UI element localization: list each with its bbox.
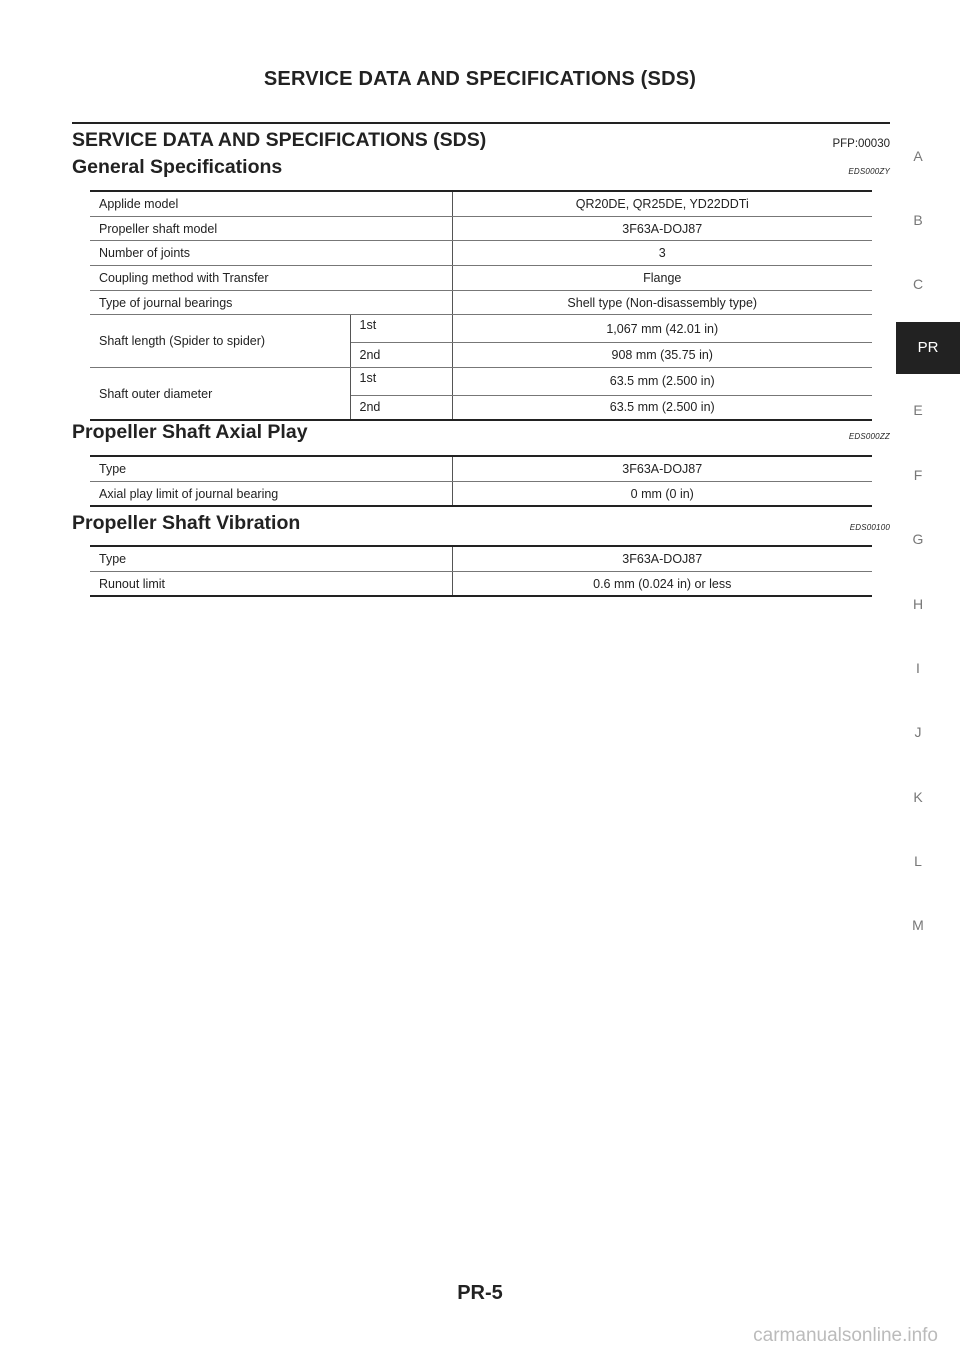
index-tab-f[interactable]: F: [913, 467, 923, 483]
index-tab-g[interactable]: G: [912, 531, 924, 547]
index-tab-k[interactable]: K: [913, 789, 923, 805]
table-cell-value: QR20DE, QR25DE, YD22DDTi: [452, 191, 872, 216]
section-heading: [72, 122, 890, 152]
vibration-table: [90, 545, 872, 597]
index-tab-a[interactable]: A: [913, 148, 923, 164]
table-cell-label: Propeller shaft model: [90, 216, 452, 241]
general-specifications-table: [90, 190, 872, 421]
table-row: [90, 315, 872, 343]
table-cell-label: Coupling method with Transfer: [90, 266, 452, 291]
table-cell-label: Type: [90, 546, 452, 571]
index-tab-e[interactable]: E: [913, 402, 923, 418]
axial-play-heading: [72, 421, 890, 444]
table-cell-sublabel: 2nd: [350, 343, 452, 368]
index-tab-m[interactable]: M: [912, 917, 924, 933]
general-specifications-code: EDS000ZY: [848, 167, 890, 176]
general-specifications-heading: [72, 156, 890, 179]
axial-play-title: Propeller Shaft Axial Play: [72, 421, 308, 443]
page-number: PR-5: [457, 1282, 503, 1304]
vibration-heading: [72, 512, 890, 535]
section-title: SERVICE DATA AND SPECIFICATIONS (SDS): [72, 129, 487, 151]
table-cell-label: Axial play limit of journal bearing: [90, 481, 452, 506]
section-code: PFP:00030: [832, 138, 890, 150]
table-cell-value: 0 mm (0 in): [630, 486, 694, 501]
index-tab-j[interactable]: J: [914, 724, 922, 740]
general-specifications-title: General Specifications: [72, 156, 283, 178]
axial-play-table: [90, 455, 872, 507]
table-row: [90, 266, 872, 291]
table-cell-sublabel: 2nd: [350, 395, 452, 420]
index-tab-h[interactable]: H: [912, 596, 924, 612]
table-cell-value: 3: [452, 241, 872, 266]
table-row: [90, 191, 872, 216]
table-cell-sublabel: 1st: [350, 315, 452, 343]
table-row: [90, 481, 872, 506]
index-tab-c[interactable]: C: [912, 276, 924, 292]
table-cell-sublabel: 1st: [350, 367, 452, 395]
table-cell-value: 1,067 mm (42.01 in): [452, 315, 872, 343]
axial-play-code: EDS000ZZ: [848, 432, 890, 441]
table-cell-label: Type of journal bearings: [90, 290, 452, 315]
vibration-code: EDS00100: [849, 523, 890, 532]
table-cell-label: Type: [90, 456, 452, 481]
table-row: [90, 216, 872, 241]
table-cell-value: 63.5 mm (2.500 in): [609, 400, 715, 415]
table-cell-label: Shaft outer diameter: [90, 367, 350, 420]
table-cell-label: Runout limit: [90, 571, 452, 596]
index-tab-b[interactable]: B: [913, 212, 923, 228]
table-cell-label: Applide model: [90, 191, 452, 216]
table-cell-value: 63.5 mm (2.500 in): [452, 367, 872, 395]
watermark: carmanualsonline.info: [753, 1325, 938, 1346]
table-cell-value: 3F63A-DOJ87: [452, 216, 872, 241]
table-cell-value: 3F63A-DOJ87: [452, 456, 872, 481]
table-row: [90, 546, 872, 571]
page-header: SERVICE DATA AND SPECIFICATIONS (SDS): [263, 68, 697, 90]
index-tab-l[interactable]: L: [914, 853, 922, 869]
table-row: [90, 241, 872, 266]
table-row: [90, 290, 872, 315]
table-cell-label: Number of joints: [90, 241, 452, 266]
table-cell-value: 908 mm (35.75 in): [452, 343, 872, 368]
table-row: [90, 456, 872, 481]
table-cell-value: Shell type (Non-disassembly type): [452, 290, 872, 315]
vibration-title: Propeller Shaft Vibration: [72, 512, 301, 534]
table-cell-value: 3F63A-DOJ87: [452, 546, 872, 571]
table-cell-value: Flange: [452, 266, 872, 291]
index-tab-i[interactable]: I: [916, 660, 920, 676]
table-row: [90, 367, 872, 395]
index-tab-pr[interactable]: PR: [896, 322, 960, 374]
table-cell-value: 0.6 mm (0.024 in) or less: [593, 576, 732, 591]
table-cell-label: Shaft length (Spider to spider): [90, 315, 350, 367]
table-row: [90, 571, 872, 596]
